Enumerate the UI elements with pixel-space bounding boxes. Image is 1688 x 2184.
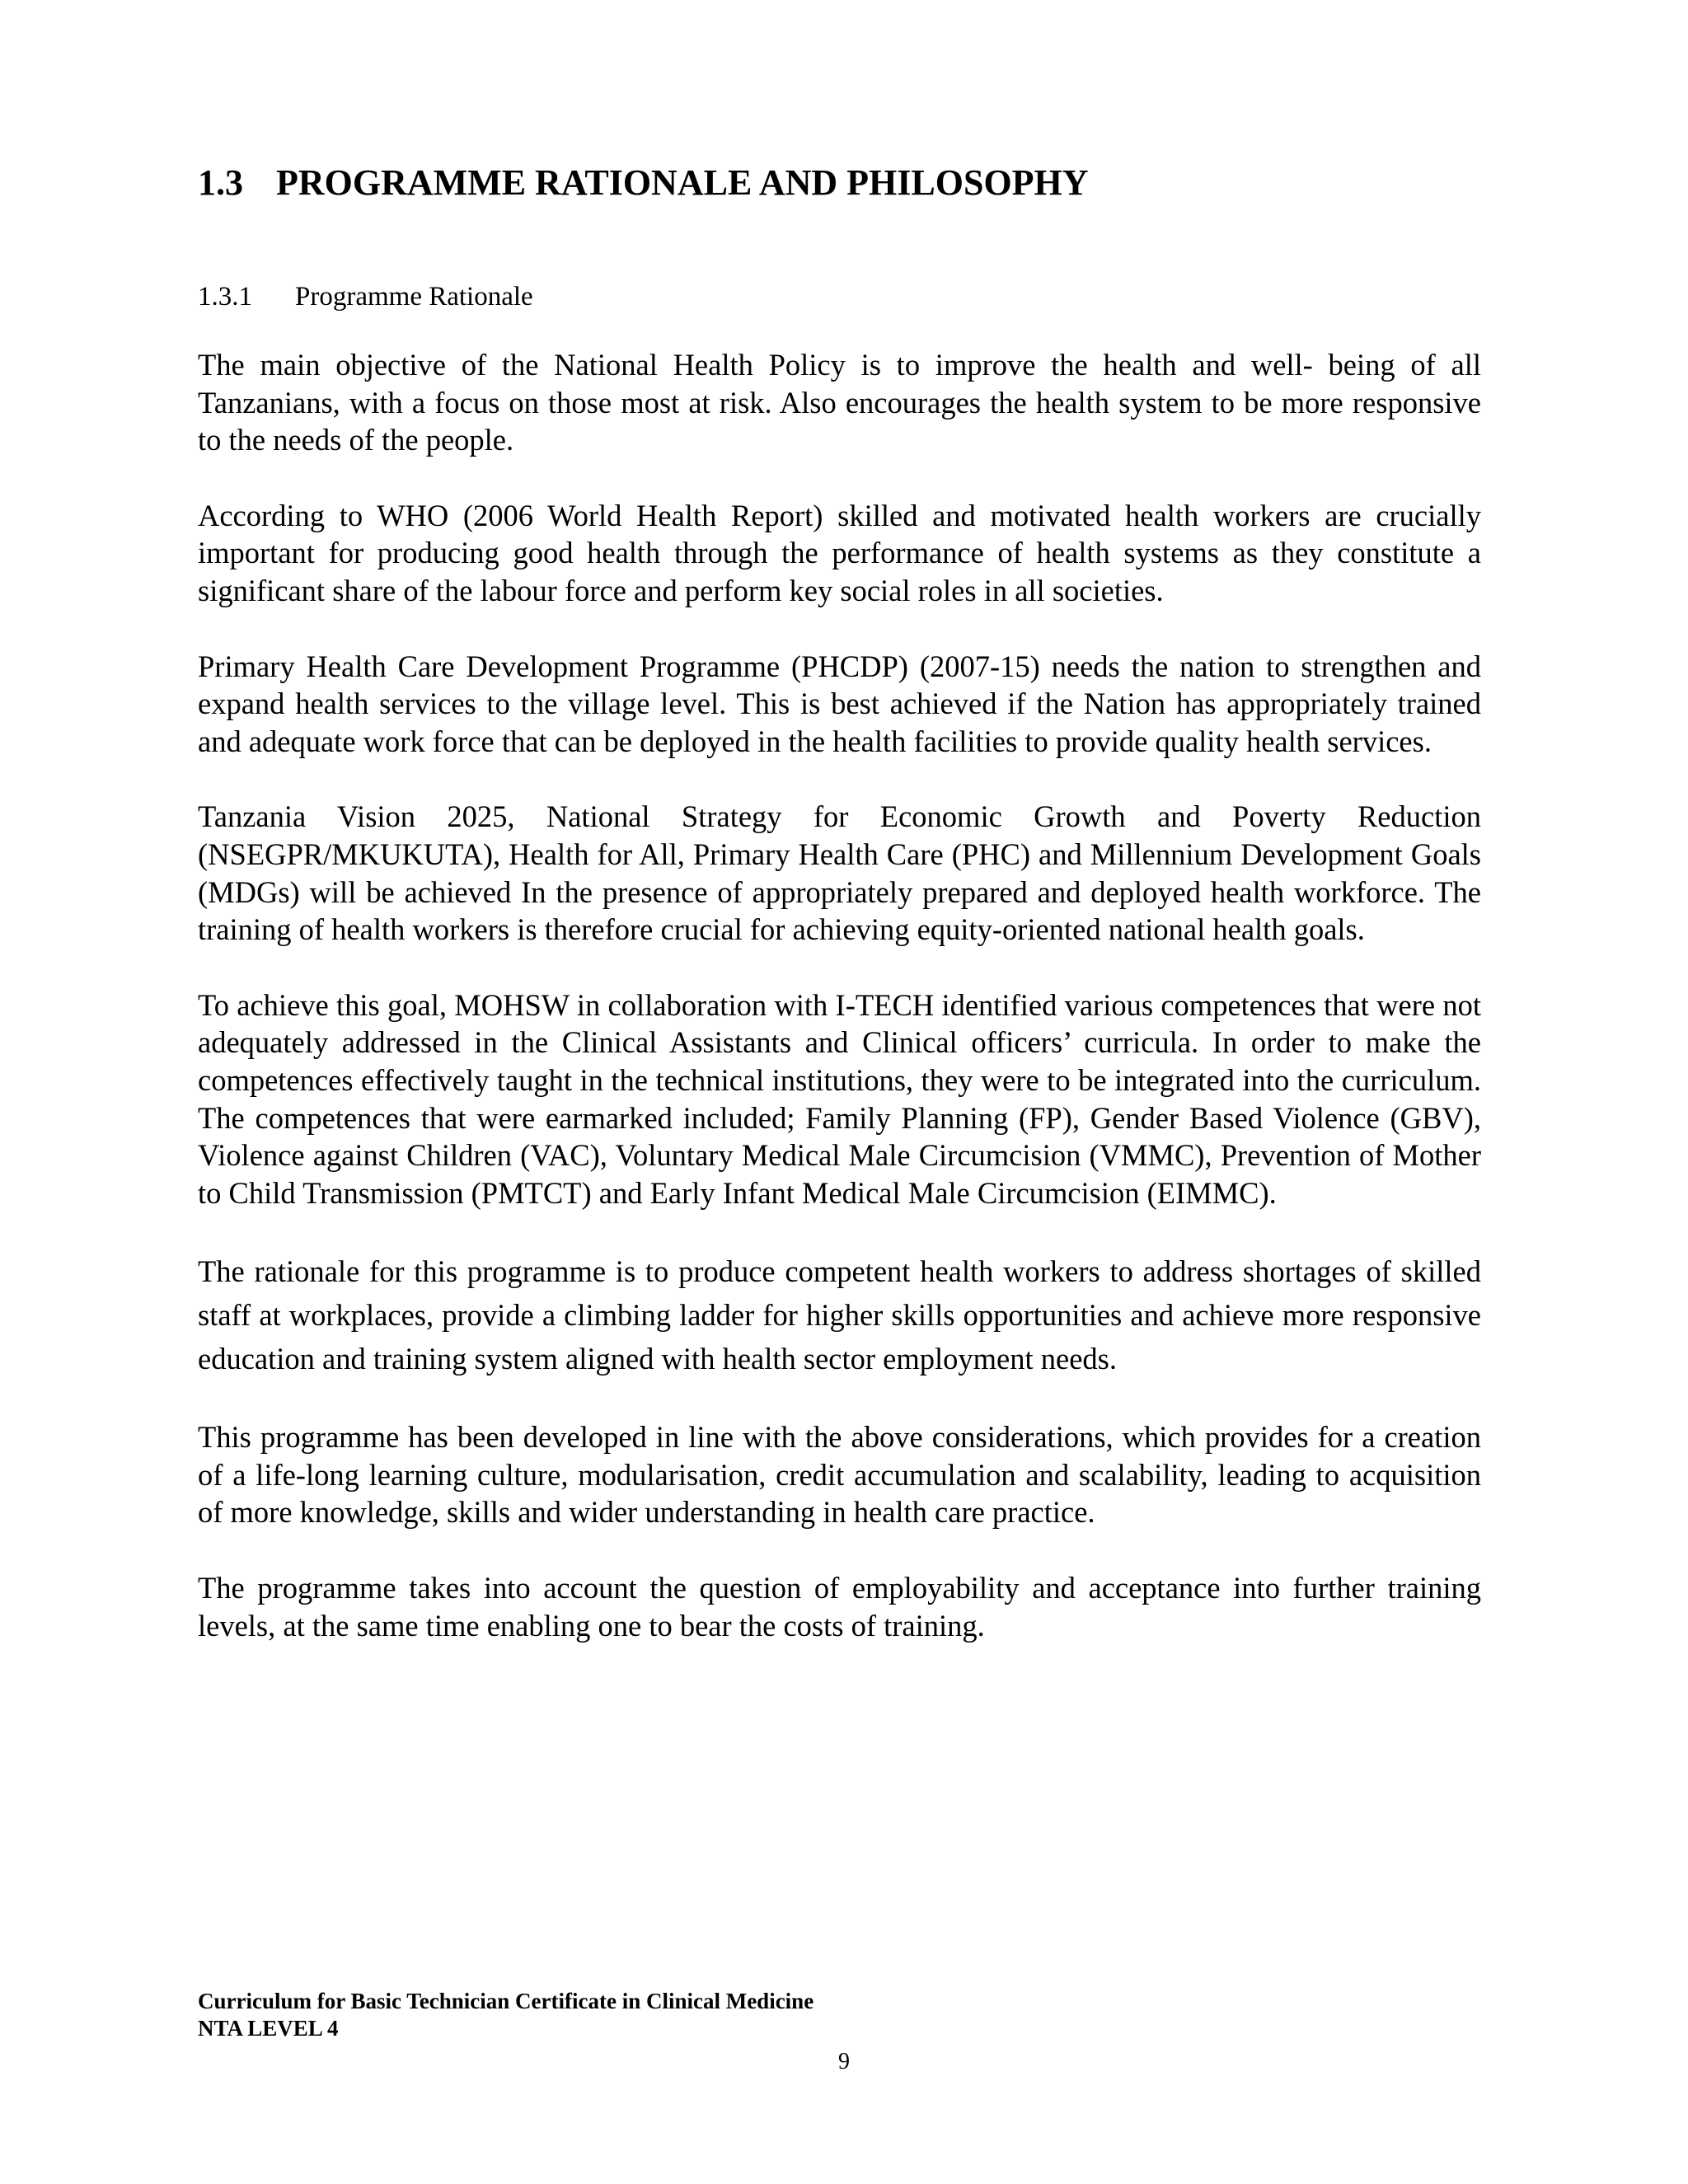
paragraph-who-report: According to WHO (2006 World Health Report) skilled and motivated health workers are crucially important for producing good health through the performance of health systems as they constitute a significant share of the labour force and perform key social roles in all societies. xyxy=(198,498,1481,607)
subsection-heading xyxy=(198,280,533,313)
subsection-title: Programme Rationale xyxy=(295,282,533,312)
page-footer xyxy=(198,1988,1481,2042)
paragraph-health-policy: The main objective of the National Health Policy is to improve the health and well- being of all Tanzanians, with a focus on those most at risk. Also encourages the health system to be more responsive to the needs of the people. xyxy=(198,348,1481,457)
subsection-number: 1.3.1 xyxy=(198,282,252,312)
paragraph-competences: To achieve this goal, MOHSW in collaboration with I-TECH identified various competences that were not adequately addressed in the Clinical Assistants and Clinical officers’ curricula. In order to make the competences effectively taught in the technical institutions, they were to be integrated into the curriculum. The competences that were earmarked included; Family Planning (FP), Gender Based Violence (GBV), Violence against Children (VAC), Voluntary Medical Male Circumcision (VMMC), Prevention of Mother to Child Transmission (PMTCT) and Early Infant Medical Male Circumcision (EIMMC). xyxy=(198,987,1481,1210)
page-number: 9 xyxy=(838,2049,850,2074)
section-title: PROGRAMME RATIONALE AND PHILOSOPHY xyxy=(276,162,1089,203)
footer-nta-level: NTA LEVEL 4 xyxy=(198,2016,339,2041)
section-heading xyxy=(198,161,1089,205)
paragraph-employability: The programme takes into account the question of employability and acceptance into further training levels, at the same time enabling one to bear the costs of training. xyxy=(198,1571,1481,1643)
section-number: 1.3 xyxy=(198,162,243,203)
paragraph-vision-2025: Tanzania Vision 2025, National Strategy for Economic Growth and Poverty Reduction (NSEGPR/MKUKUTA), Health for All, Primary Health Care (PHC) and Millennium Development Goals (MDGs) will be achieved In the presence of appropriately prepared and deployed health workforce. The training of health workers is therefore crucial for achieving equity-oriented national health goals. xyxy=(198,799,1481,947)
body-text xyxy=(198,346,1481,1682)
footer-curriculum-title: Curriculum for Basic Technician Certificate in Clinical Medicine xyxy=(198,1989,814,2013)
paragraph-considerations: This programme has been developed in line with the above considerations, which provides for a creation of a life-long learning culture, modularisation, credit accumulation and scalability, leading to acquisition of more knowledge, skills and wider understanding in health care practice. xyxy=(198,1420,1481,1530)
paragraph-phcdp: Primary Health Care Development Programme (PHCDP) (2007-15) needs the nation to strengthen and expand health services to the village level. This is best achieved if the Nation has appropriately trained and adequate work force that can be deployed in the health facilities to provide quality health services. xyxy=(198,649,1481,758)
paragraph-rationale: The rationale for this programme is to produce competent health workers to address shortages of skilled staff at workplaces, provide a climbing ladder for higher skills opportunities and achieve more responsive education and training system aligned with health sector employment needs. xyxy=(198,1254,1481,1376)
